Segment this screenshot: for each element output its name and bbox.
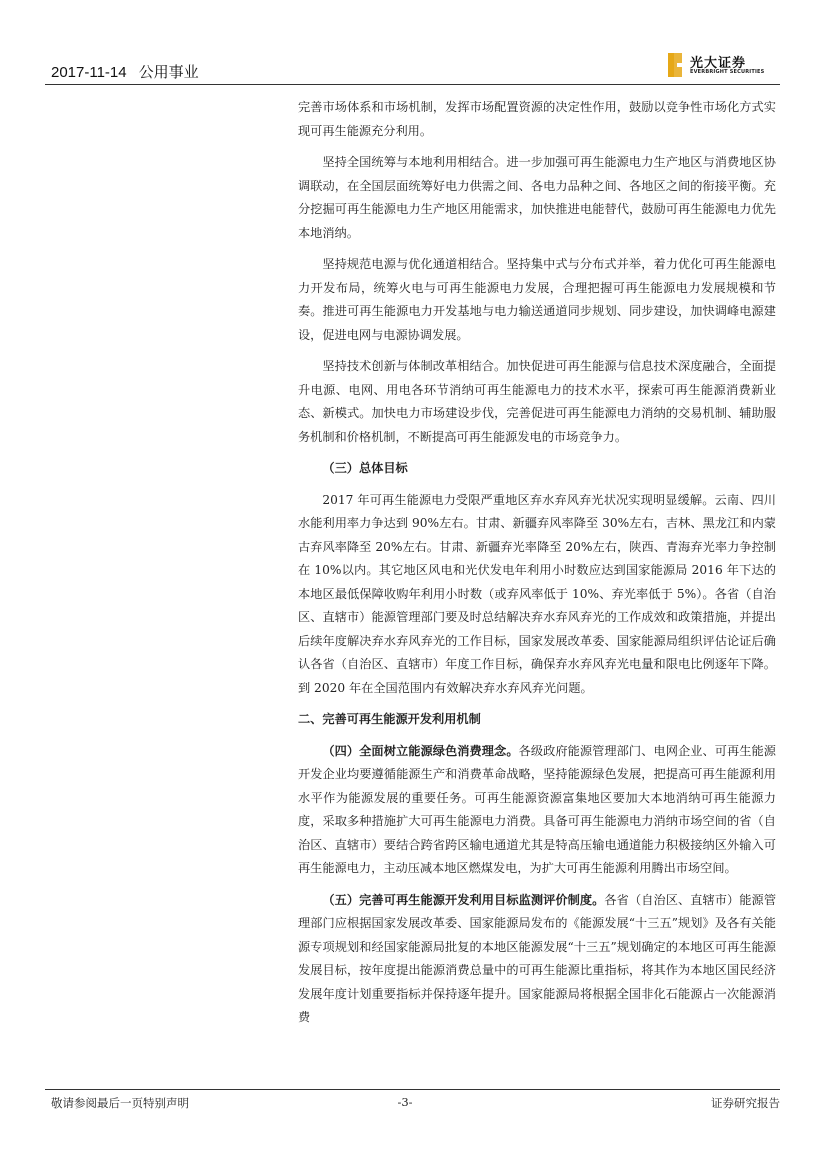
paragraph-6-text: 各级政府能源管理部门、电网企业、可再生能源开发企业均要遵循能源生产和消费革命战略，坚持能源绿色发展，把提高可再生能源利用水平作为能源发展的重要任务。可再生能源资源富集地区要加大本地消纳可再生能源力度，采取多种措施扩大可再生能源电力消费。具备可再生能源电力消纳市场空间的省（自治区、直辖市）要结合跨省跨区输电通道尤其是特高压输电通道能力积极接纳区外输入可再生能源电力，主动压减本地区燃煤发电，为扩大可再生能源利用腾出市场空间。 [298, 743, 776, 875]
footer-divider [45, 1089, 780, 1090]
chapter-heading-mechanism: 二、完善可再生能源开发利用机制 [298, 712, 481, 726]
paragraph-7 [298, 889, 776, 1030]
paragraph-6 [298, 740, 776, 881]
paragraph-4: 坚持技术创新与体制改革相结合。加快促进可再生能源与信息技术深度融合，全面提升电源、电网、用电各环节消纳可再生能源电力的技术水平，探索可再生能源消费新业态、新模式。加快电力市场建设步伐，完善促进可再生能源电力消纳的交易机制、辅助服务机制和价格机制，不断提高可再生能源发电的市场竞争力。 [298, 359, 776, 444]
section-heading-overall-goals: （三）总体目标 [322, 461, 408, 475]
page-footer [45, 1095, 780, 1115]
report-date: 2017-11-14 [51, 64, 127, 81]
paragraph-3: 坚持规范电源与优化通道相结合。坚持集中式与分布式并举，着力优化可再生能源电力开发布局，统筹火电与可再生能源电力发展，合理把握可再生能源电力发展规模和节奏。推进可再生能源电力开发基地与电力输送通道同步规划、同步建设，加快调峰电源建设，促进电网与电源协调发展。 [298, 257, 776, 342]
logo-name: 光大证券 [690, 56, 747, 71]
company-logo [668, 52, 780, 80]
disclaimer-note: 敬请参阅最后一页特别声明 [51, 1096, 189, 1110]
page-number: -3- [397, 1095, 413, 1109]
paragraph-6-lead: （四）全面树立能源绿色消费理念。 [322, 743, 519, 758]
page-header [45, 52, 780, 84]
paragraph-1: 完善市场体系和市场机制，发挥市场配置资源的决定性作用，鼓励以竞争性市场化方式实现可再生能源充分利用。 [298, 100, 776, 138]
paragraph-2: 坚持全国统筹与本地利用相结合。进一步加强可再生能源电力生产地区与消费地区协调联动，在全国层面统筹好电力供需之间、各电力品种之间、各地区之间的衔接平衡。充分挖掘可再生能源电力生产地区用能需求，加快推进电能替代，鼓励可再生能源电力优先本地消纳。 [298, 155, 776, 240]
logo-mark-icon [668, 53, 682, 77]
paragraph-7-lead: （五）完善可再生能源开发利用目标监测评价制度。 [322, 892, 605, 907]
report-type: 证券研究报告 [711, 1096, 780, 1110]
paragraph-5: 2017 年可再生能源电力受限严重地区弃水弃风弃光状况实现明显缓解。云南、四川水能利用率力争达到 90%左右。甘肃、新疆弃风率降至 30%左右，吉林、黑龙江和内蒙古弃风率降至 20%左右。甘肃、新疆弃光率降至 20%左右，陕西、青海弃光率力争控制在 10%以内。其它地区风电和光伏发电年利用小时数应达到国家能源局 2016 年下达的本地区最低保障收购年利用小时数（或弃风率低于 10%、弃光率低于 5%）。各省（自治区、直辖市）能源管理部门要及时总结解决弃水弃风弃光的工作成效和政策措施，并提出后续年度解决弃水弃风弃光的工作目标，国家发展改革委、国家能源局组织评估论证后确认各省（自治区、直辖市）年度工作目标，确保弃水弃风弃光电量和限电比例逐年下降。到 2020 年在全国范围内有效解决弃水弃风弃光问题。 [298, 492, 776, 695]
paragraph-7-text: 各省（自治区、直辖市）能源管理部门应根据国家发展改革委、国家能源局发布的《能源发展“十三五”规划》及各有关能源专项规划和经国家能源局批复的本地区能源发展“十三五”规划确定的本地区可再生能源发展目标，按年度提出能源消费总量中的可再生能源比重指标，将其作为本地区国民经济发展年度计划重要指标并保持逐年提升。国家能源局将根据全国非化石能源占一次能源消费 [298, 892, 777, 1024]
header-date-category [51, 61, 199, 82]
document-body [298, 96, 776, 1038]
logo-subtitle: EVERBRIGHT SECURITIES [690, 69, 765, 75]
report-category: 公用事业 [138, 64, 199, 81]
header-divider [45, 84, 780, 85]
